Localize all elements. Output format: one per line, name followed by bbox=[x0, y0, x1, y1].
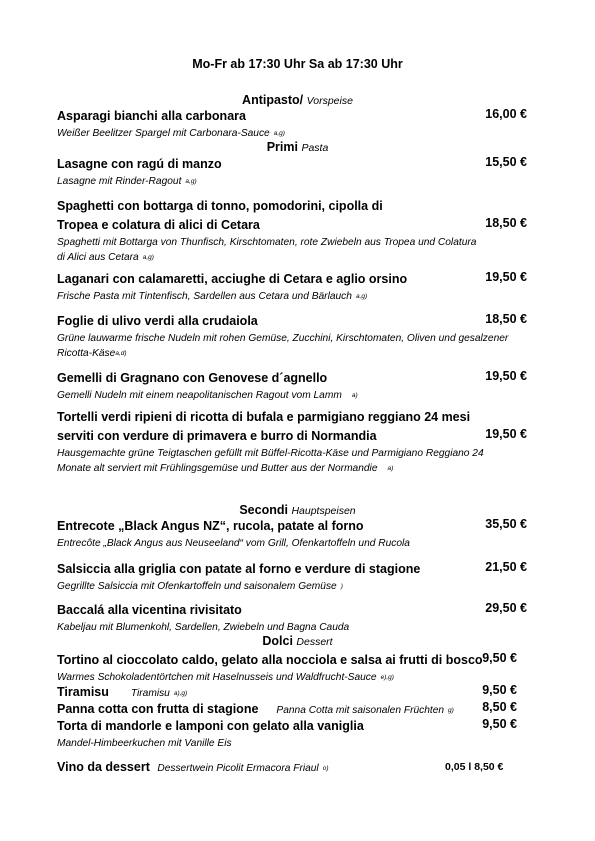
item-price: 35,50 € bbox=[485, 517, 527, 531]
section-subtitle: Hauptspeisen bbox=[291, 505, 356, 517]
allergen-code: a,d) bbox=[115, 350, 127, 357]
allergen-code: e),g) bbox=[380, 674, 394, 681]
item-description-line-2: Ricotta-Käsea,d) bbox=[57, 348, 127, 359]
item-price: 29,50 € bbox=[485, 601, 527, 615]
item-price: 21,50 € bbox=[485, 560, 527, 574]
opening-hours: Mo-Fr ab 17:30 Uhr Sa ab 17:30 Uhr bbox=[192, 57, 403, 71]
item-description: Lasagne mit Rinder-Ragout a,g) bbox=[57, 176, 197, 187]
item-description: Weißer Beelitzer Spargel mit Carbonara-Sauce a,g) bbox=[57, 128, 285, 139]
item-name: Gemelli di Gragnano con Genovese d´agnello bbox=[57, 371, 328, 385]
section-title: Antipasto/ bbox=[242, 93, 304, 107]
item-price: 18,50 € bbox=[485, 216, 527, 230]
item-price: 16,00 € bbox=[485, 107, 527, 121]
allergen-code: a,g) bbox=[273, 130, 285, 137]
section-subtitle: Vorspeise bbox=[306, 95, 353, 107]
item-description: Warmes Schokoladentörtchen mit Haselnusseis und Waldfrucht-Sauce e),g) bbox=[57, 672, 394, 683]
item-description-line-2: Monate alt serviert mit Frühlingsgemüse und Butter aus der Normandie a) bbox=[57, 463, 394, 474]
menu-item-entrecote bbox=[57, 517, 527, 551]
allergen-code: a) bbox=[351, 392, 358, 399]
item-name-line-2: serviti con verdure di primavera e burro di Normandia bbox=[57, 429, 377, 443]
item-name-line-2: Tropea e colatura di alici di Cetara bbox=[57, 218, 260, 232]
item-description: Kabeljau mit Blumenkohl, Sardellen, Zwiebeln und Bagna Cauda bbox=[57, 622, 350, 633]
item-price: 18,50 € bbox=[485, 312, 527, 326]
section-antipasto-heading bbox=[0, 93, 595, 107]
menu-item-spaghetti bbox=[57, 197, 527, 265]
section-dolci-heading bbox=[0, 634, 595, 648]
item-description-line-2: di Alici aus Cetara a,g) bbox=[57, 252, 154, 263]
item-price: 9,50 € bbox=[482, 651, 517, 665]
item-price: 9,50 € bbox=[482, 683, 517, 697]
item-description: Tiramisu bbox=[130, 688, 170, 699]
item-name: Laganari con calamaretti, acciughe di Cetara e aglio orsino bbox=[57, 272, 408, 286]
item-name-line-1: Spaghetti con bottarga di tonno, pomodorini, cipolla di bbox=[57, 199, 383, 213]
item-name: Baccalá alla vicentina rivisitato bbox=[57, 603, 242, 617]
item-description: Mandel-Himbeerkuchen mit Vanille Eis bbox=[57, 738, 232, 749]
menu-item-laganari bbox=[57, 270, 527, 304]
item-price: 19,50 € bbox=[485, 270, 527, 284]
item-price: 9,50 € bbox=[482, 717, 517, 731]
menu-item-gemelli bbox=[57, 369, 527, 403]
item-description-line-1: Hausgemachte grüne Teigtaschen gefüllt mit Büffel-Ricotta-Käse und Parmigiano Reggiano 24 bbox=[57, 448, 484, 459]
section-primi-heading bbox=[0, 140, 595, 154]
item-price: 19,50 € bbox=[485, 427, 527, 441]
section-title: Primi bbox=[266, 140, 298, 154]
section-title: Secondi bbox=[239, 503, 288, 517]
item-name: Asparagi bianchi alla carbonara bbox=[57, 109, 246, 123]
item-price: 19,50 € bbox=[485, 369, 527, 383]
menu-item-tortino bbox=[57, 651, 527, 685]
item-name: Torta di mandorle e lamponi con gelato alla vaniglia bbox=[57, 719, 364, 733]
menu-item-baccala bbox=[57, 601, 527, 635]
wine-name: Vino da dessert bbox=[57, 760, 150, 774]
allergen-code: a) bbox=[387, 465, 394, 472]
menu-item-asparagi bbox=[57, 107, 527, 141]
allergen-code: ) bbox=[340, 583, 343, 590]
menu-item-lasagne bbox=[57, 155, 527, 189]
item-description: Entrecôte „Black Angus aus Neuseeland“ vom Grill, Ofenkartoffeln und Rucola bbox=[57, 538, 410, 549]
allergen-code: a,g) bbox=[142, 254, 154, 261]
allergen-code: g) bbox=[448, 707, 454, 714]
item-description: Gemelli Nudeln mit einem neapolitanischen Ragout vom Lamm a) bbox=[57, 390, 358, 401]
item-name-line-1: Tortelli verdi ripieni di ricotta di bufala e parmigiano reggiano 24 mesi bbox=[57, 410, 471, 424]
item-price: 15,50 € bbox=[485, 155, 527, 169]
item-name: Panna cotta con frutta di stagione Panna Cotta mit saisonalen Früchten g) bbox=[57, 702, 454, 716]
item-description-line-1: Spaghetti mit Bottarga von Thunfisch, Kirschtomaten, rote Zwiebeln aus Tropea und Colatura bbox=[57, 237, 477, 248]
item-name: Salsiccia alla griglia con patate al forno e verdure di stagione bbox=[57, 562, 421, 576]
item-name: Foglie di ulivo verdi alla crudaiola bbox=[57, 314, 258, 328]
allergen-code: o) bbox=[322, 765, 329, 772]
item-description: Panna Cotta mit saisonalen Früchten bbox=[276, 705, 445, 716]
item-name: Entrecote „Black Angus NZ“, rucola, patate al forno bbox=[57, 519, 364, 533]
menu-item-torta bbox=[57, 717, 527, 751]
section-title: Dolci bbox=[262, 634, 293, 648]
menu-item-foglie bbox=[57, 312, 527, 361]
allergen-code: a,g) bbox=[355, 293, 368, 300]
item-name: Tortino al cioccolato caldo, gelato alla nocciola e salsa ai frutti di bosco bbox=[57, 653, 483, 667]
allergen-code: a),g) bbox=[173, 690, 188, 697]
section-subtitle: Dessert bbox=[296, 636, 333, 648]
wine-description: Dessertwein Picolit Ermacora Friaul bbox=[157, 763, 319, 774]
allergen-code: a,g) bbox=[185, 178, 197, 185]
item-description: Frische Pasta mit Tintenfisch, Sardellen aus Cetara und Bärlauch a,g) bbox=[57, 291, 368, 302]
menu-item-salsiccia bbox=[57, 560, 527, 594]
item-name: Lasagne con ragú di manzo bbox=[57, 157, 222, 171]
item-price: 8,50 € bbox=[482, 700, 517, 714]
wine-price: 0,05 l 8,50 € bbox=[445, 761, 504, 773]
item-description: Gegrillte Salsiccia mit Ofenkartoffeln und saisonalem Gemüse ) bbox=[57, 581, 343, 592]
dessert-wine bbox=[57, 760, 527, 774]
menu-item-tortelli bbox=[57, 408, 527, 476]
item-description-line-1: Grüne lauwarme frische Nudeln mit rohen Gemüse, Zucchini, Kirschtomaten, Oliven und gesalzener bbox=[57, 333, 509, 344]
section-subtitle: Pasta bbox=[301, 142, 329, 154]
item-name: Tiramisu Tiramisu a),g) bbox=[57, 685, 188, 699]
section-secondi-heading bbox=[0, 503, 595, 517]
